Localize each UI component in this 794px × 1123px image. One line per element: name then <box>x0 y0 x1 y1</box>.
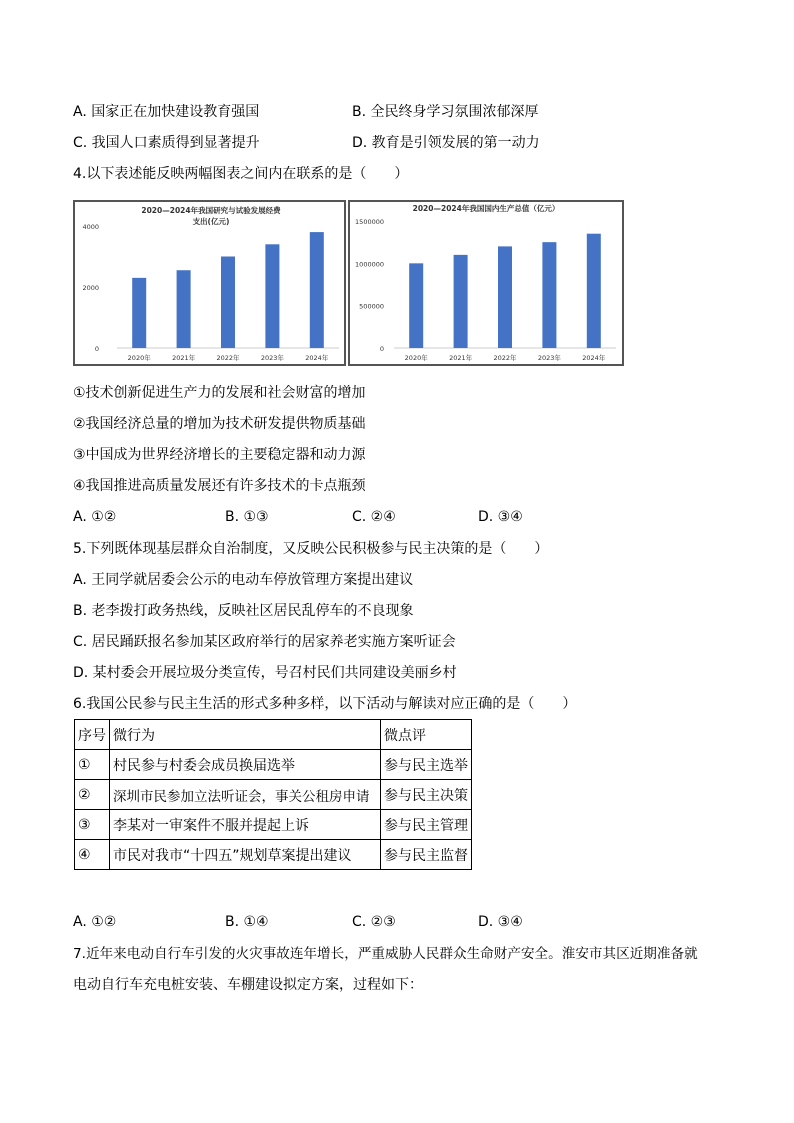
x-tick-label: 2021年 <box>449 354 473 362</box>
cell-comment: 参与民主监督 <box>381 840 472 870</box>
cell-index: ① <box>75 750 110 780</box>
gdp-chart-svg <box>350 202 622 364</box>
cell-comment: 参与民主管理 <box>381 810 472 840</box>
bar <box>498 246 512 348</box>
q6-option-d: D. ③④ <box>478 914 523 930</box>
table-row <box>75 780 472 810</box>
rd-expenditure-chart-svg <box>75 202 344 364</box>
rd-expenditure-chart <box>73 200 346 366</box>
x-tick-label: 2023年 <box>537 354 561 362</box>
y-tick-label: 0 <box>94 345 99 353</box>
bar <box>132 278 146 348</box>
q5-option-d: D. 某村委会开展垃圾分类宣传，号召村民们共同建设美丽乡村 <box>73 665 457 681</box>
q5-option-b: B. 老李拨打政务热线，反映社区居民乱停车的不良现象 <box>73 603 414 619</box>
bar <box>409 263 423 348</box>
x-tick-label: 2022年 <box>493 354 517 362</box>
table-row <box>75 750 472 780</box>
q6-stem: 6.我国公民参与民主生活的形式多种多样，以下活动与解读对应正确的是（ ） <box>73 696 577 712</box>
table-header-row <box>75 720 472 750</box>
cell-behavior: 市民对我市“十四五”规划草案提出建议 <box>110 840 381 870</box>
q5-stem: 5.下列既体现基层群众自治制度，又反映公民积极参与民主决策的是（ ） <box>73 541 549 557</box>
x-tick-label: 2024年 <box>305 354 329 362</box>
bar <box>265 244 279 348</box>
q4-option-b: B. ①③ <box>225 509 269 525</box>
chart-subtitle: 支出(亿元) <box>192 217 230 226</box>
q3-option-b: B. 全民终身学习氛围浓郁深厚 <box>352 104 539 120</box>
q7-stem-line2: 电动自行车充电桩安装、车棚建设拟定方案，过程如下： <box>73 977 423 993</box>
y-tick-label: 0 <box>379 345 384 353</box>
x-tick-label: 2024年 <box>582 354 606 362</box>
chart-title: 2020—2024年我国研究与试验发展经费 <box>141 206 281 215</box>
table-row <box>75 840 472 870</box>
cell-comment: 参与民主决策 <box>381 780 472 810</box>
chart-title: 2020—2024年我国国内生产总值（亿元） <box>412 204 560 213</box>
micro-behavior-table <box>74 719 472 870</box>
y-tick-label: 2000 <box>82 284 99 292</box>
gdp-chart <box>348 200 624 366</box>
q3-option-a: A. 国家正在加快建设教育强国 <box>73 104 260 120</box>
cell-index: ② <box>75 780 110 810</box>
x-tick-label: 2020年 <box>404 354 428 362</box>
q6-option-b: B. ①④ <box>225 914 269 930</box>
bar <box>221 257 235 349</box>
header-index: 序号 <box>75 720 110 750</box>
q5-option-c: C. 居民踊跃报名参加某区政府举行的居家养老实施方案听证会 <box>73 634 456 650</box>
q3-option-c: C. 我国人口素质得到显著提升 <box>73 135 260 151</box>
header-comment: 微点评 <box>381 720 472 750</box>
q6-option-c: C. ②③ <box>352 914 396 930</box>
x-tick-label: 2022年 <box>216 354 240 362</box>
y-tick-label: 4000 <box>82 223 99 231</box>
bar <box>310 232 324 348</box>
bar <box>542 242 556 348</box>
cell-index: ③ <box>75 810 110 840</box>
cell-behavior: 深圳市民参加立法听证会，事关公租房申请 <box>110 780 381 810</box>
bar <box>587 234 601 348</box>
bar <box>454 255 468 348</box>
x-tick-label: 2023年 <box>260 354 284 362</box>
q4-statement-1: ①技术创新促进生产力的发展和社会财富的增加 <box>73 385 366 401</box>
q4-statement-2: ②我国经济总量的增加为技术研发提供物质基础 <box>73 416 366 432</box>
table-row <box>75 810 472 840</box>
y-tick-label: 500000 <box>359 302 384 311</box>
q4-option-d: D. ③④ <box>478 509 523 525</box>
cell-behavior: 村民参与村委会成员换届选举 <box>110 750 381 780</box>
cell-comment: 参与民主选举 <box>381 750 472 780</box>
q4-option-a: A. ①② <box>73 509 117 525</box>
q4-stem: 4.以下表述能反映两幅图表之间内在联系的是（ ） <box>73 166 409 182</box>
bar <box>177 270 191 348</box>
y-tick-label: 1500000 <box>355 218 384 226</box>
y-tick-label: 1000000 <box>355 260 384 269</box>
header-behavior: 微行为 <box>110 720 381 750</box>
q3-option-d: D. 教育是引领发展的第一动力 <box>352 135 540 151</box>
q4-statement-4: ④我国推进高质量发展还有许多技术的卡点瓶颈 <box>73 478 366 494</box>
x-tick-label: 2020年 <box>127 354 151 362</box>
q4-statement-3: ③中国成为世界经济增长的主要稳定器和动力源 <box>73 447 366 463</box>
q5-option-a: A. 王同学就居委会公示的电动车停放管理方案提出建议 <box>73 572 414 588</box>
q7-stem-line1: 7.近年来电动自行车引发的火灾事故连年增长，严重威胁人民群众生命财产安全。淮安市其区近期准备就 <box>73 946 698 962</box>
x-tick-label: 2021年 <box>172 354 196 362</box>
q4-option-c: C. ②④ <box>352 509 396 525</box>
cell-index: ④ <box>75 840 110 870</box>
cell-behavior: 李某对一审案件不服并提起上诉 <box>110 810 381 840</box>
q6-option-a: A. ①② <box>73 914 117 930</box>
